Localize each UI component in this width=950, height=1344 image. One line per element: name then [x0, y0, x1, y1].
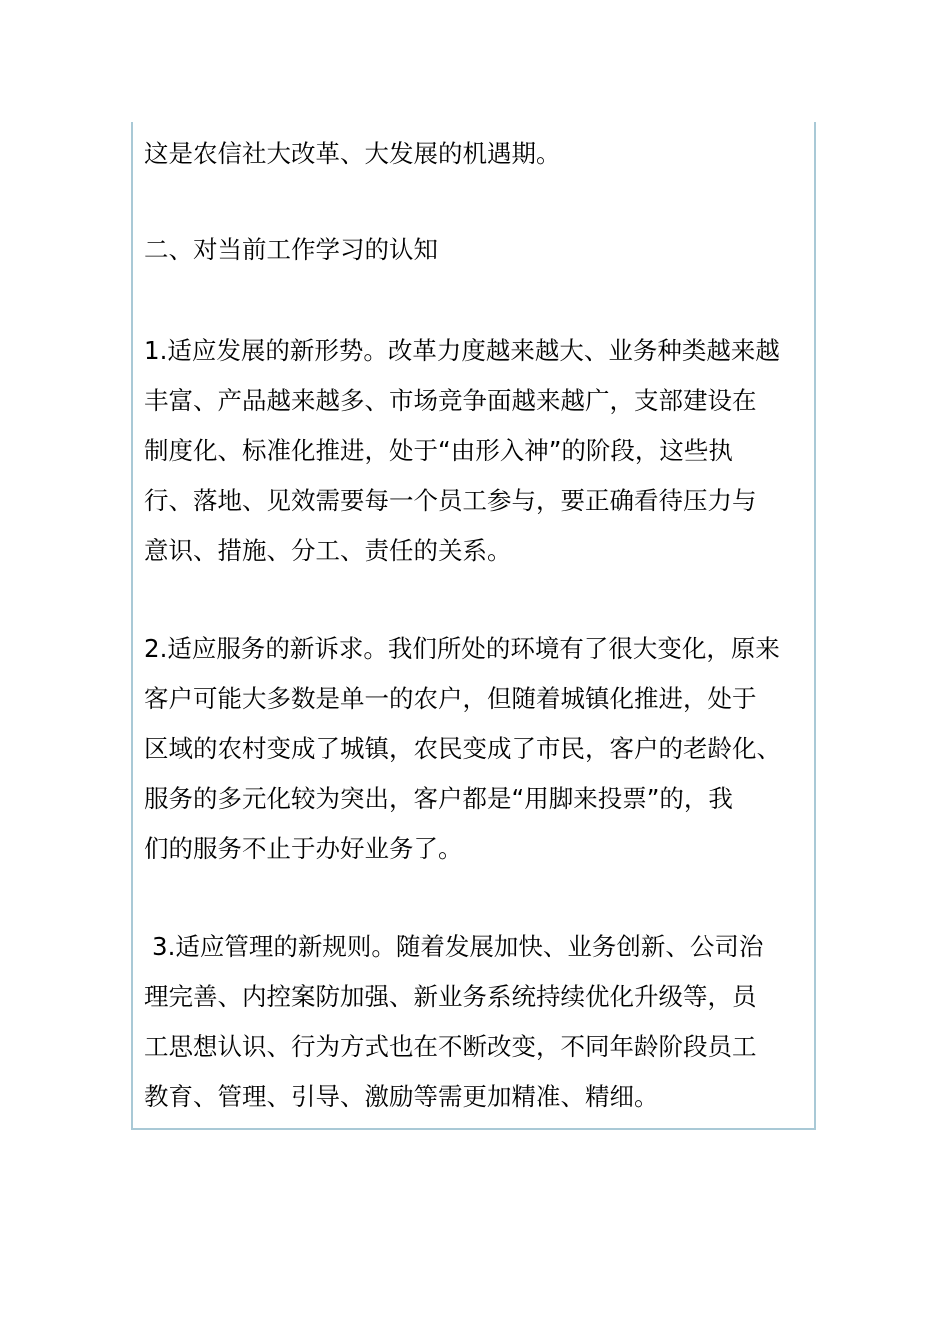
text-line: 3.适应管理的新规则。随着发展加快、业务创新、公司治 — [152, 932, 764, 961]
text-line: 区域的农村变成了城镇，农民变成了市民，客户的老龄化、 — [144, 734, 781, 763]
text-line: 1.适应发展的新形势。改革力度越来越大、业务种类越来越 — [144, 336, 780, 365]
paragraph-3 — [144, 922, 808, 1122]
text-line: 2.适应服务的新诉求。我们所处的环境有了很大变化，原来 — [144, 634, 780, 663]
text-line: 们的服务不止于办好业务了。 — [144, 834, 463, 863]
text-line: 服务的多元化较为突出，客户都是“用脚来投票”的，我 — [144, 784, 733, 813]
section-heading — [144, 225, 808, 275]
text-line: 客户可能大多数是单一的农户，但随着城镇化推进，处于 — [144, 684, 757, 713]
text-line: 意识、措施、分工、责任的关系。 — [144, 536, 512, 565]
text-line: 行、落地、见效需要每一个员工参与，要正确看待压力与 — [144, 486, 757, 515]
text-line: 这是农信社大改革、大发展的机遇期。 — [144, 139, 561, 168]
text-line: 丰富、产品越来越多、市场竞争面越来越广，支部建设在 — [144, 386, 757, 415]
text-line: 工思想认识、行为方式也在不断改变，不同年龄阶段员工 — [144, 1032, 757, 1061]
text-line: 制度化、标准化推进，处于“由形入神”的阶段，这些执 — [144, 436, 733, 465]
text-line: 教育、管理、引导、激励等需更加精准、精细。 — [144, 1082, 659, 1111]
text-line: 理完善、内控案防加强、新业务系统持续优化升级等，员 — [144, 982, 757, 1011]
text-line: 二、对当前工作学习的认知 — [144, 235, 438, 264]
intro-line — [144, 129, 808, 179]
paragraph-1 — [144, 326, 808, 576]
paragraph-2 — [144, 624, 808, 874]
